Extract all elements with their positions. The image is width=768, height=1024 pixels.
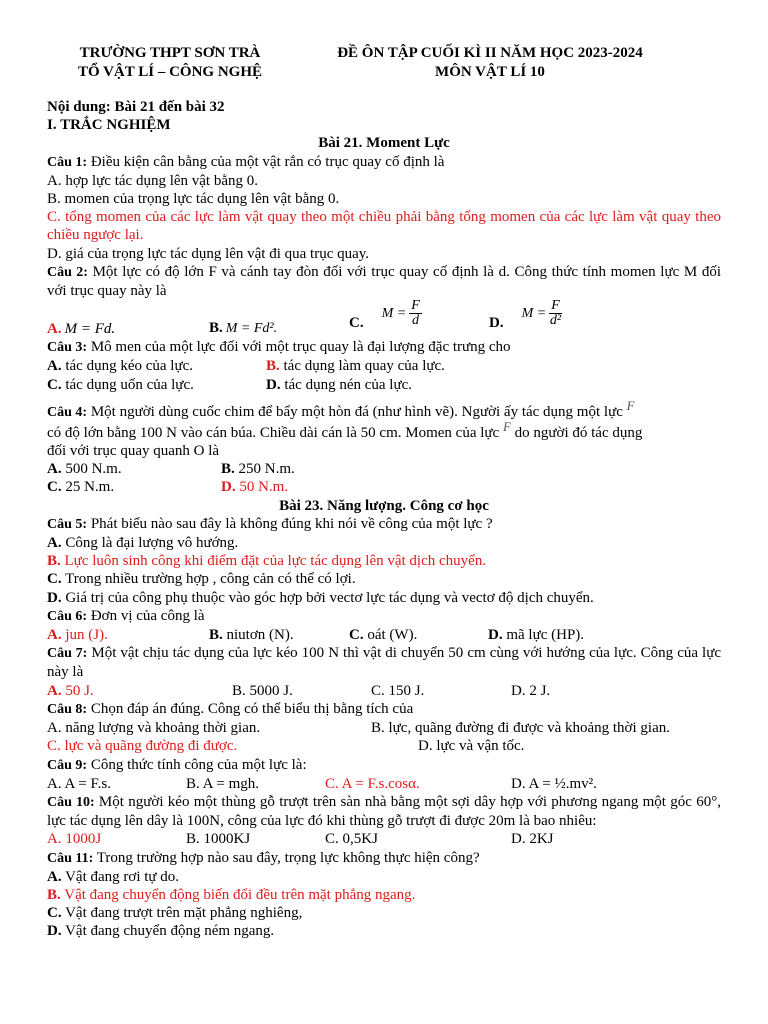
question-label: Câu 8: [47, 701, 88, 717]
header-left [40, 44, 300, 82]
lesson-23-title: Bài 23. Năng lượng. Công cơ học [279, 497, 489, 514]
question-text: Phát biểu nào sau đây là không đúng khi nói về công của một lực ? [87, 515, 493, 532]
question-text: Trong trường hợp nào sau đây, trọng lực không thực hiện công? [93, 849, 480, 866]
q9-option-b: B. A = mgh. [186, 775, 260, 792]
force-symbol: F [626, 397, 635, 413]
question-11 [47, 849, 721, 868]
question-text: Mô men của một lực đối với một trục quay là đại lượng đặc trưng cho [87, 339, 511, 356]
q6-option-c: C. oát (W). [349, 627, 418, 644]
question-8 [47, 700, 721, 719]
question-label: Câu 7: [47, 646, 88, 662]
q9-option-c: C. A = F.s.cosα. [325, 775, 420, 792]
q7-options [47, 682, 721, 700]
question-label: Câu 11: [47, 850, 94, 866]
question-text: Công thức tính công của một lực là: [87, 756, 307, 773]
q4-option-d: D. 50 N.m. [221, 479, 289, 496]
q5-option-a: A. Công là đại lượng vô hướng. [47, 535, 239, 552]
q4-line-2: có độ lớn bằng 100 N vào cán búa. Chiều dài cán là 50 cm. Momen của lực F do người đó tác dụng [47, 418, 643, 441]
q6-option-a: A. jun (J). [47, 627, 108, 644]
q3-options-row-2 [47, 376, 721, 394]
q9-options [47, 775, 721, 793]
q1-option-d: D. giá của trọng lực tác dụng lên vật đi qua trục quay. [47, 245, 370, 262]
q11-option-b: B. Vật đang chuyển động biến đổi đều trên mặt phẳng ngang. [47, 886, 416, 903]
question-text: Một người kéo một thùng gỗ trượt trên sàn nhà bằng một sợi dây hợp với phương ngang một góc 60°, lực tác dụng lên dây là 100N, công của lực đó khi thùng gỗ trượt đi được 20m là bao nhiêu: [47, 793, 721, 830]
exam-title: ĐỀ ÔN TẬP CUỐI KÌ II NĂM HỌC 2023-2024 [337, 45, 643, 61]
document-body [47, 98, 721, 941]
q4-options-row-2 [47, 478, 721, 496]
q6-option-b: B. niutơn (N). [209, 627, 294, 644]
q3-option-b: B. tác dụng làm quay của lực. [266, 358, 445, 375]
q8-option-a: A. năng lượng và khoảng thời gian. [47, 720, 261, 737]
q7-option-d: D. 2 J. [511, 682, 551, 699]
q9-option-a: A. A = F.s. [47, 775, 111, 792]
q8-option-d: D. lực và vận tốc. [418, 738, 525, 755]
question-label: Câu 10: [47, 794, 95, 810]
q2-option-a: A. M = Fd. [47, 321, 116, 338]
question-7 [47, 644, 721, 681]
q5-option-d: D. Giá trị của công phụ thuộc vào góc hợp bởi vectơ lực tác dụng và vectơ độ dịch chuyển. [47, 589, 594, 606]
q3-option-a: A. tác dụng kéo của lực. [47, 358, 194, 375]
question-label: Câu 6: [47, 608, 88, 624]
q3-option-d: D. tác dụng nén của lực. [266, 376, 413, 393]
q6-options [47, 626, 721, 644]
question-text: Một lực có độ lớn F và cánh tay đòn đối với trục quay cố định là d. Công thức tính momen lực M đối với trục quay này là [47, 263, 721, 300]
q3-options-row-1 [47, 357, 721, 375]
q8-option-c: C. lực và quãng đường đi được. [47, 738, 238, 755]
q2-option-c: C.M = $\frac{F}{d}$ [349, 298, 420, 332]
q10-option-a: A. 1000J [47, 831, 102, 848]
force-symbol: F [502, 418, 511, 434]
question-text: Điều kiện cân bằng của một vật rắn có trục quay cố định là [87, 153, 445, 170]
q5-option-c: C. Trong nhiều trường hợp , công cản có thể có lợi. [47, 571, 356, 588]
question-label: Câu 9: [47, 757, 88, 773]
q11-option-d: D. Vật đang chuyển động ném ngang. [47, 923, 275, 940]
q7-option-b: B. 5000 J. [232, 682, 293, 699]
q10-option-d: D. 2KJ [511, 831, 554, 848]
question-label: Câu 3: [47, 340, 88, 356]
question-3 [47, 338, 721, 357]
question-9 [47, 756, 721, 775]
subject-title: MÔN VẬT LÍ 10 [435, 64, 545, 80]
q8-options-row-2 [47, 737, 721, 755]
q4-option-a: A. 500 N.m. [47, 461, 122, 478]
school-name: TRƯỜNG THPT SƠN TRÀ [79, 45, 261, 61]
q3-option-c: C. tác dụng uốn của lực. [47, 376, 194, 393]
question-10 [47, 793, 721, 830]
q10-option-b: B. 1000KJ [186, 831, 251, 848]
q10-option-c: C. 0,5KJ [325, 831, 378, 848]
section-title: I. TRẮC NGHIỆM [47, 117, 171, 134]
question-label: Câu 4: [47, 404, 88, 420]
question-text: Một vật chịu tác dụng của lực kéo 100 N thì vật di chuyển 50 cm cùng với hướng của lực. Công của lực này là [47, 645, 722, 681]
q4-options-row-1 [47, 460, 721, 478]
question-6 [47, 607, 721, 626]
q6-option-d: D. mã lực (HP). [488, 627, 585, 644]
question-label: Câu 1: [47, 154, 88, 170]
q11-option-c: C. Vật đang trượt trên mặt phẳng nghiêng, [47, 905, 303, 922]
header-right [300, 44, 680, 82]
question-label: Câu 5: [47, 516, 88, 532]
q1-option-a: A. hợp lực tác dụng lên vật bằng 0. [47, 172, 259, 189]
q4-option-c: C. 25 N.m. [47, 479, 115, 496]
q2-option-d: D.M = $\frac{F}{\text{d²}}$ [489, 298, 562, 332]
question-label: Câu 2: [47, 264, 88, 280]
question-5 [47, 515, 721, 534]
q11-option-a: A. Vật đang rơi tự do. [47, 868, 180, 885]
q4-option-b: B. 250 N.m. [221, 461, 295, 478]
department-name: TỔ VẬT LÍ – CÔNG NGHỆ [77, 64, 263, 80]
q7-option-c: C. 150 J. [371, 682, 425, 699]
question-4: Câu 4: Một người dùng cuốc chim để bẩy một hòn đá (như hình vẽ). Người ấy tác dụng một lực F [47, 397, 635, 420]
q1-option-c: C. tổng momen của các lực làm vật quay theo một chiều phải bằng tổng momen của các lực làm vật quay theo chiều ngược lại. [47, 209, 721, 244]
question-1 [47, 153, 721, 172]
q7-option-a: A. 50 J. [47, 682, 94, 699]
q8-options-row-1 [47, 719, 721, 737]
question-text: Đơn vị của công là [87, 607, 205, 624]
q10-options [47, 830, 721, 848]
q8-option-b: B. lực, quãng đường đi được và khoảng thời gian. [371, 720, 670, 737]
q4-line-3: đối với trục quay quanh O là [47, 443, 220, 460]
q2-option-b: B. M = Fd². [209, 320, 278, 337]
q5-option-b: B. Lực luôn sinh công khi điểm đặt của lực tác dụng lên vật dịch chuyển. [47, 553, 487, 570]
question-2 [47, 263, 721, 300]
lesson-21-title: Bài 21. Moment Lực [318, 135, 450, 152]
fraction-f-over-d-squared: $\frac{F}{\text{d²}}$ [549, 298, 562, 329]
content-label: Nội dung: Bài 21 đến bài 32 [47, 99, 225, 115]
q2-options [47, 300, 721, 338]
question-text: Chọn đáp án đúng. Công có thể biểu thị bằng tích của [87, 700, 414, 717]
q1-option-b: B. momen của trọng lực tác dụng lên vật bằng 0. [47, 191, 340, 208]
q9-option-d: D. A = ½.mv². [511, 775, 597, 792]
fraction-f-over-d: $\frac{F}{d}$ [411, 298, 420, 329]
